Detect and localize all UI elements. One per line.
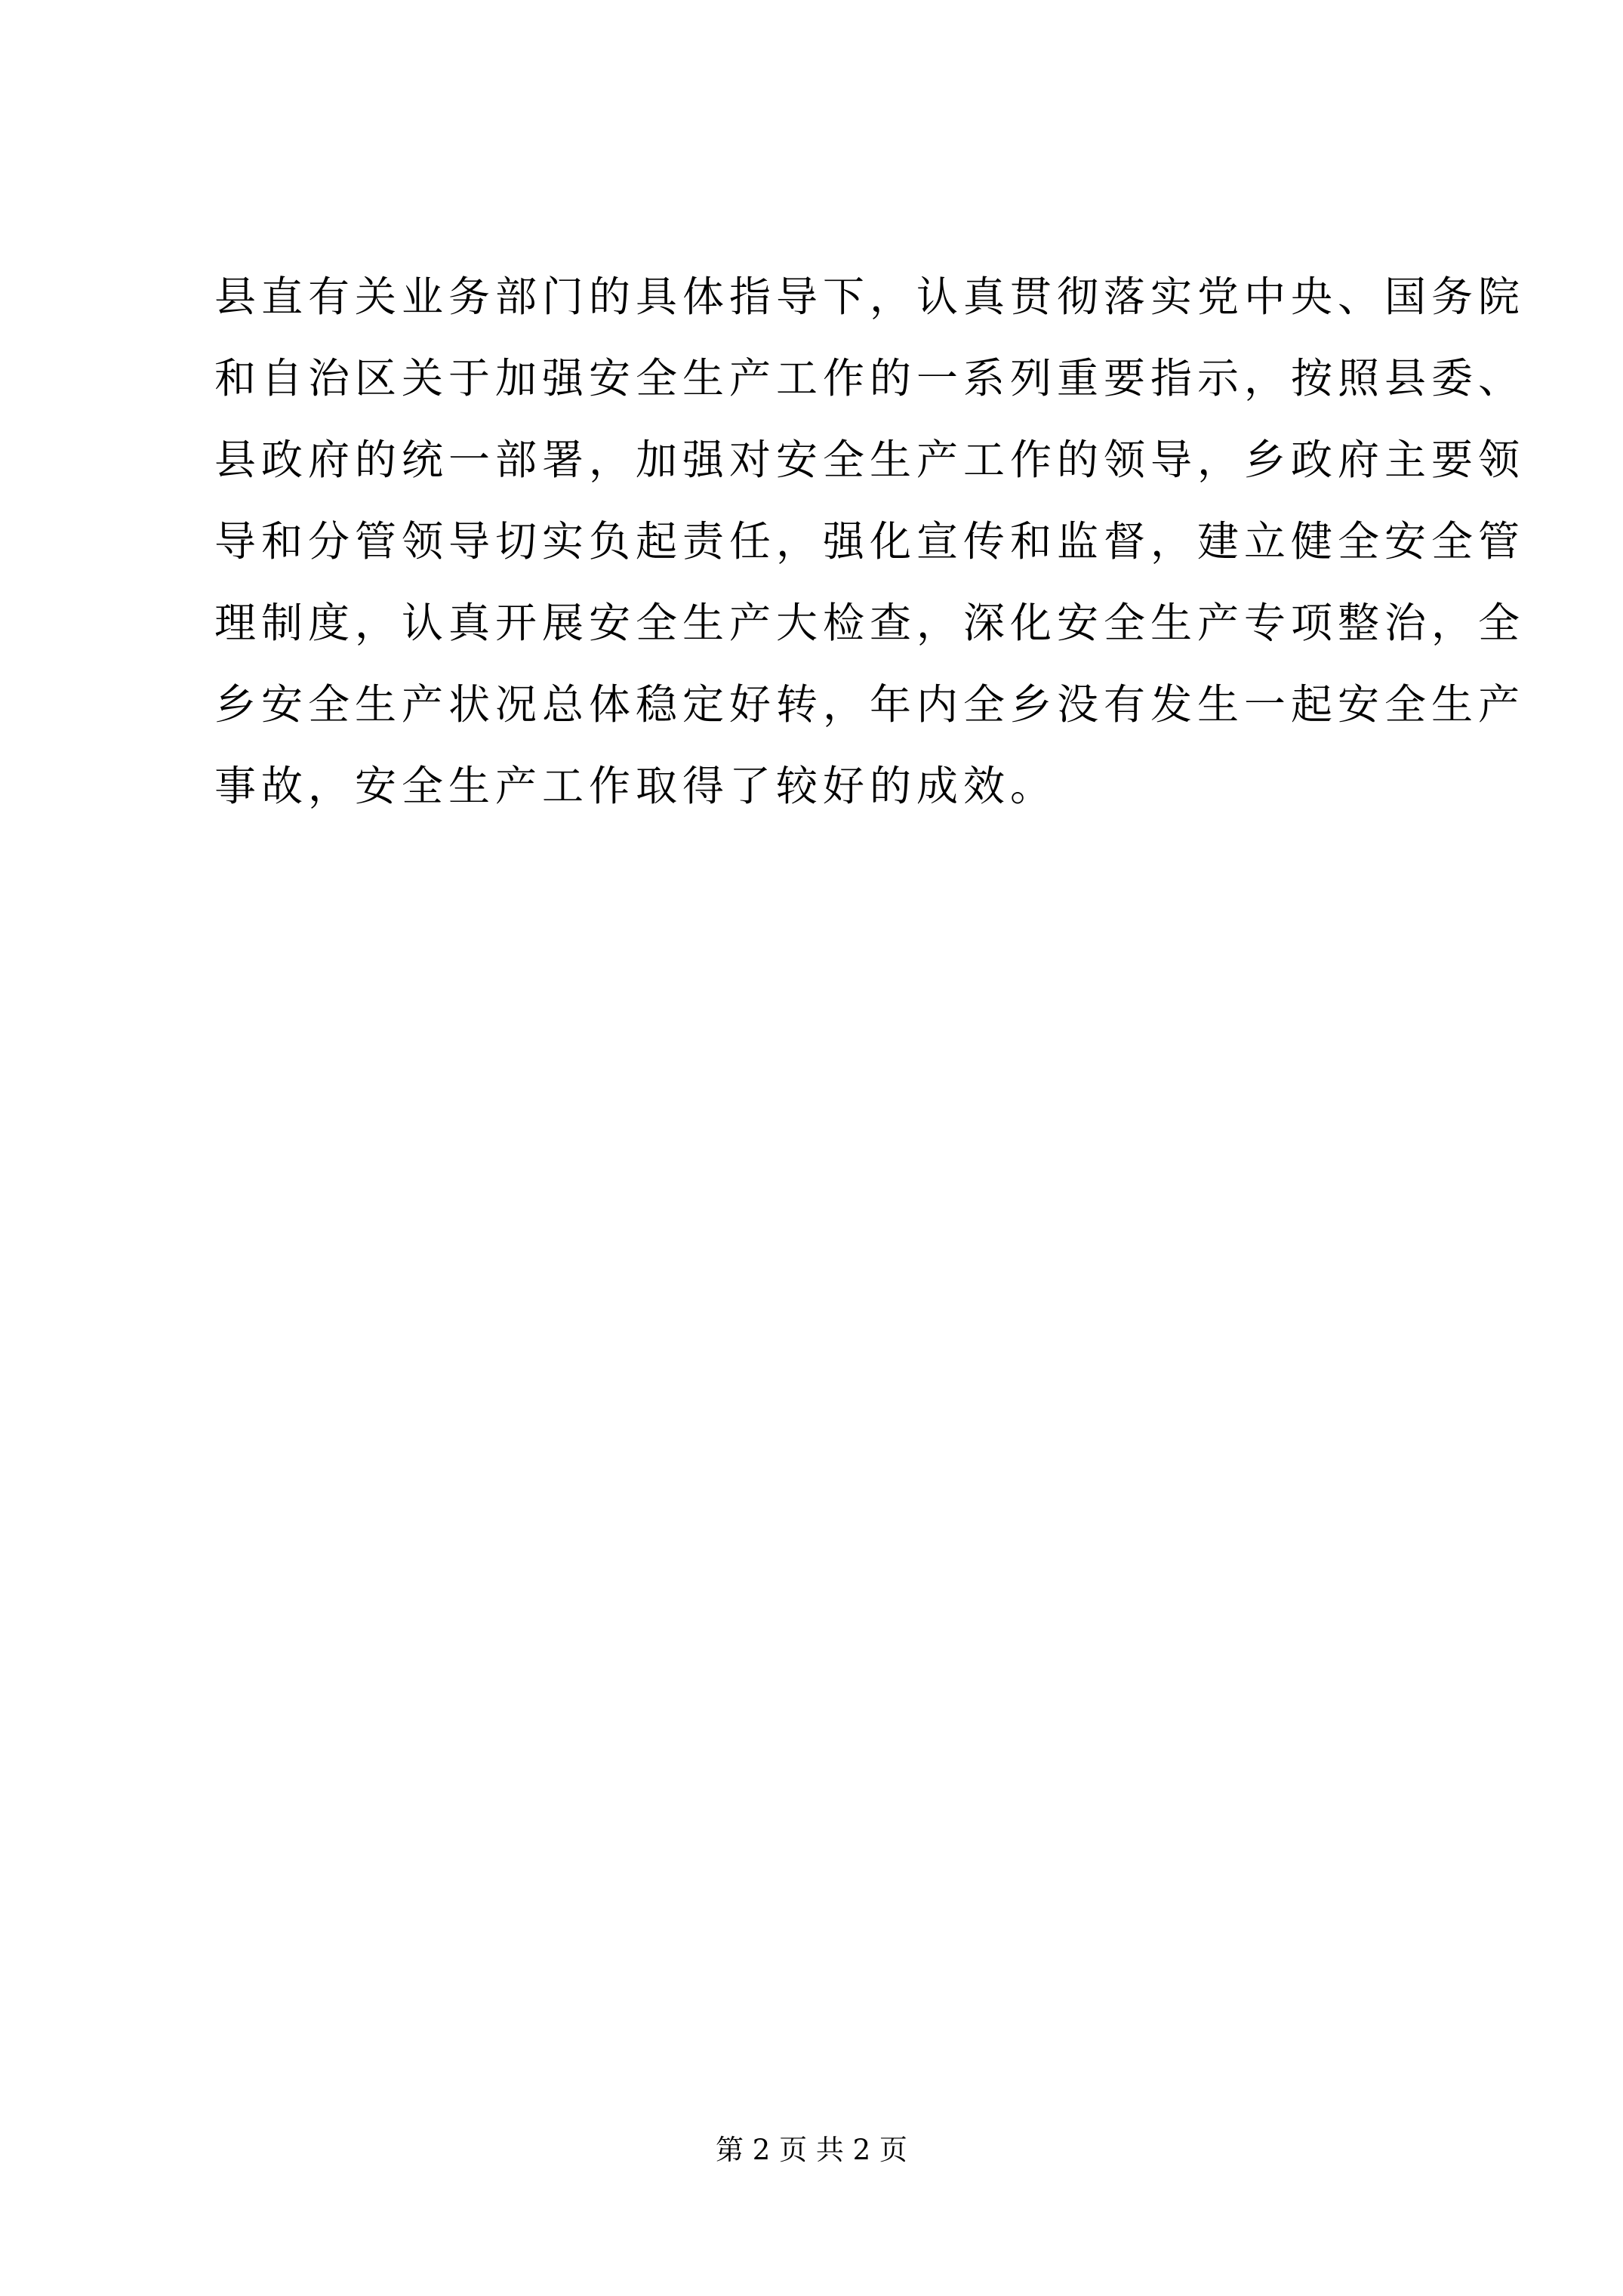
paragraph-line: 和自治区关于加强安全生产工作的一系列重要指示，按照县委、 bbox=[214, 354, 1526, 402]
body-paragraph bbox=[214, 273, 1526, 846]
paragraph-line: 事故，安全生产工作取得了较好的成效。 bbox=[214, 762, 1058, 810]
page-number-footer: 第 2 页 共 2 页 bbox=[716, 2134, 907, 2166]
paragraph-line: 县直有关业务部门的具体指导下，认真贯彻落实党中央、国务院 bbox=[214, 273, 1526, 321]
paragraph-line: 导和分管领导切实负起责任，强化宣传和监督，建立健全安全管 bbox=[214, 517, 1526, 566]
paragraph-line: 县政府的统一部署，加强对安全生产工作的领导，乡政府主要领 bbox=[214, 436, 1526, 484]
paragraph-line: 乡安全生产状况总体稳定好转，年内全乡没有发生一起安全生产 bbox=[214, 680, 1526, 729]
paragraph-line: 理制度，认真开展安全生产大检查，深化安全生产专项整治，全 bbox=[214, 599, 1526, 647]
